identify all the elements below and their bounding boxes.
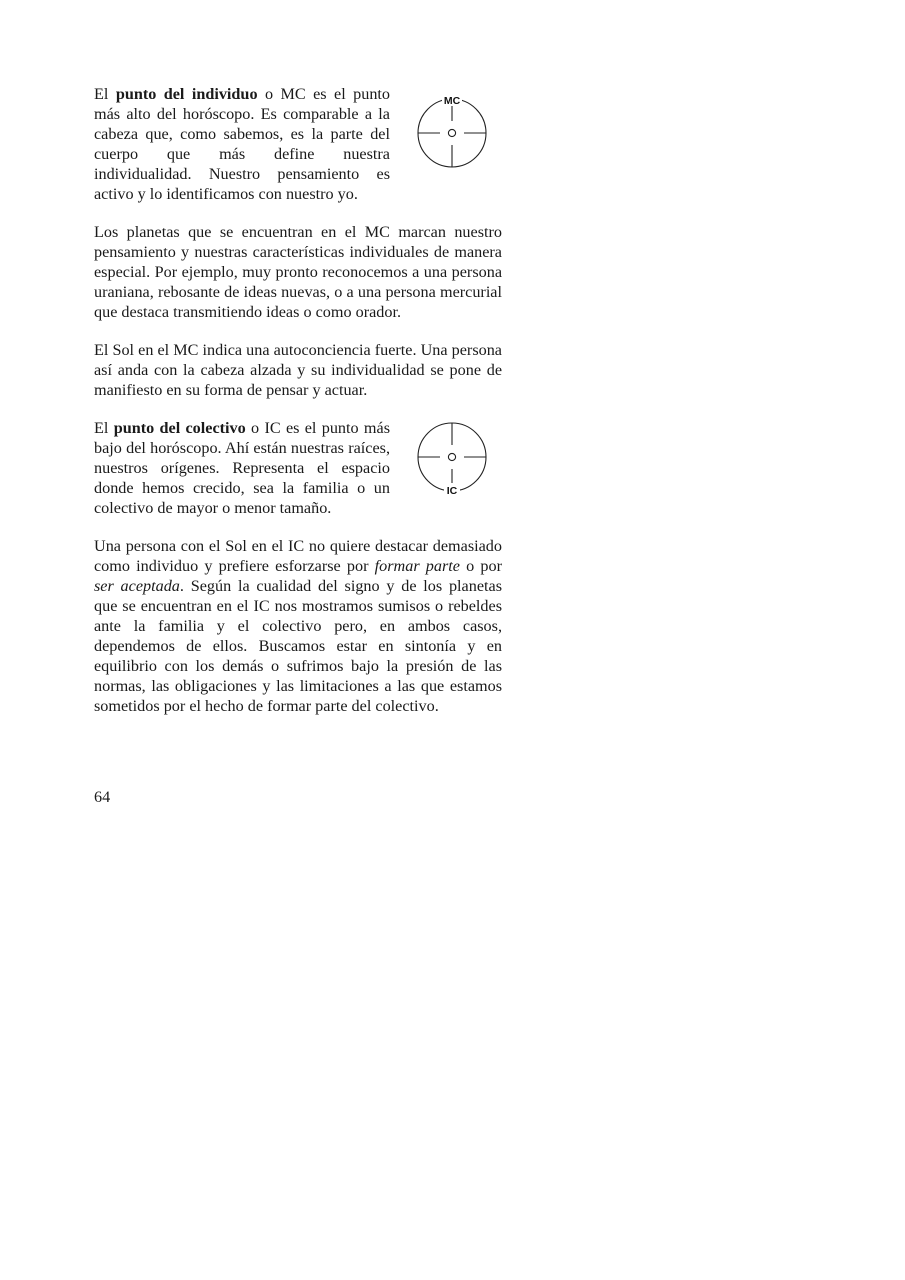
mc-text: o MC es el punto más alto del horóscopo. Es comparable a la cabeza que, como sabemos, es la parte del cuerpo que más define nuestra individualidad. Nuestro pensamiento es activo y lo identificamos con nuestro yo. bbox=[94, 85, 390, 203]
center-point bbox=[448, 129, 455, 136]
sol-ic-text-3: . Según la cualidad del signo y de los planetas que se encuentran en el IC nos mostramos sumisos o rebeldes ante la familia y el colectivo pero, en ambos casos, dependemos de ellos. Buscamos estar en sintonía y en equilibrio con los demás o sufrimos bajo la presión de las normas, las obligaciones y las limitaciones a las que estamos sometidos por el hecho de formar parte del colectivo. bbox=[94, 577, 502, 715]
page-number: 64 bbox=[94, 788, 111, 806]
ic-text: o IC es el punto más bajo del horóscopo. Ahí están nuestras raíces, nuestros orígenes. Representa el espacio donde hemos crecido, sea la familia o un colectivo de mayor o menor tamaño. bbox=[94, 419, 390, 517]
ic-label: IC bbox=[446, 485, 458, 497]
ic-prefix: El bbox=[94, 419, 114, 437]
sol-ic-italic-1: formar parte bbox=[374, 557, 460, 575]
ic-term: punto del colectivo bbox=[113, 419, 246, 437]
sol-ic-italic-2: ser aceptada bbox=[94, 577, 180, 595]
paragraph-mc-planets: Los planetas que se encuentran en el MC marcan nuestro pensamiento y nuestras características individuales de manera especial. Por ejemplo, muy pronto reconocemos a una persona uraniana, rebosante de ideas nuevas, o a una persona mercurial que destaca transmitiendo ideas o como orador. bbox=[94, 223, 502, 321]
paragraph-sol-ic bbox=[94, 536, 502, 716]
mc-label: MC bbox=[443, 95, 461, 107]
ic-block bbox=[94, 418, 502, 518]
mc-term: punto del individuo bbox=[115, 85, 258, 103]
paragraph-sol-mc: El Sol en el MC indica una autoconciencia fuerte. Una persona así anda con la cabeza alzada y su individualidad se pone de manifiesto en su forma de pensar y actuar. bbox=[94, 341, 502, 399]
mc-prefix: El bbox=[94, 85, 116, 103]
mc-diagram bbox=[402, 85, 502, 181]
text-column bbox=[94, 84, 502, 734]
sol-ic-text-2: o por bbox=[459, 557, 502, 575]
sol-ic-text-1: Una persona con el Sol en el IC no quiere destacar demasiado como individuo y prefiere esforzarse por bbox=[94, 537, 502, 575]
center-point bbox=[448, 453, 455, 460]
ic-diagram bbox=[402, 419, 502, 515]
